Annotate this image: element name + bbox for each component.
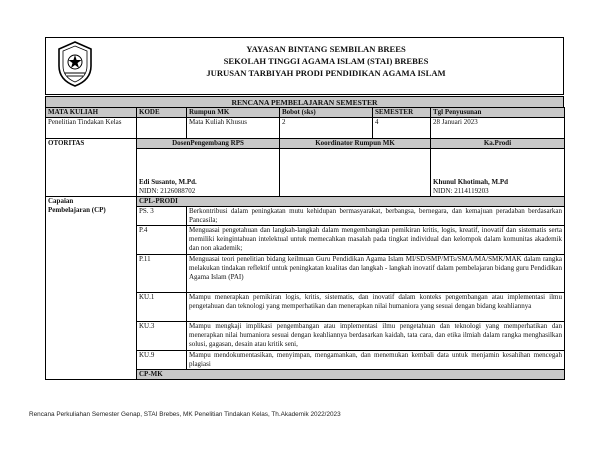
cpl-code: PS. 3 bbox=[137, 207, 187, 226]
value-semester: 4 bbox=[373, 118, 431, 139]
cp-mk-header: CP-MK bbox=[137, 370, 565, 380]
dosen-nidn: NIDN: 2126088702 bbox=[139, 187, 196, 195]
cpl-code: P.4 bbox=[137, 226, 187, 255]
value-rumpun: Mata Kuliah Khusus bbox=[187, 118, 280, 139]
institution-header bbox=[96, 43, 556, 79]
capaian-label-line1: Capaian bbox=[48, 197, 74, 205]
dosen-header: DosenPengembang RPS bbox=[137, 139, 280, 149]
dosen-name: Edi Susanto, M.Pd. bbox=[139, 178, 197, 186]
kaprodi-nidn: NIDN: 2114119203 bbox=[433, 187, 489, 195]
kaprodi-signature-cell bbox=[431, 149, 565, 197]
cpl-code: KU.1 bbox=[137, 293, 187, 322]
page-footer: Rencana Perkuliahan Semester Genap, STAI Brebes, MK Penelitian Tindakan Kelas, Th.Akademik 2022/2023 bbox=[29, 411, 341, 418]
value-tgl: 28 Januari 2023 bbox=[431, 118, 565, 139]
cpl-text: Menguasai pengetahuan dan langkah-langkah dalam mengembangkan pemikiran kritis, logis, kreatif, inovatif dan sistematis serta memiliki keingintahuan intelektual untuk memecahkan masalah pada tingkat individual dan kelompok dalam komunitas akademik dan non akademik; bbox=[187, 226, 565, 255]
cpl-text: Berkontribusi dalam peningkatan mutu kehidupan bermasyarakat, berbangsa, bernegara, dan kemajuan peradaban berdasarkan Pancasila; bbox=[187, 207, 565, 226]
koordinator-signature-cell bbox=[280, 149, 431, 197]
dosen-signature-cell bbox=[137, 149, 280, 197]
cpl-header-row bbox=[46, 197, 565, 207]
header-mata-kuliah: MATA KULIAH bbox=[46, 108, 137, 118]
cpl-prodi-header: CPL-PRODI bbox=[137, 197, 565, 207]
college-name: SEKOLAH TINGGI AGAMA ISLAM (STAI) BREBES bbox=[223, 56, 429, 66]
cpl-text: Mampu mendokumentasikan, menyimpan, mengamankan, dan menemukan kembali data untuk menjamin kesahihan mencegah plagiasi bbox=[187, 351, 565, 370]
cpl-code: KU.3 bbox=[137, 322, 187, 351]
cpl-code: KU.9 bbox=[137, 351, 187, 370]
cpl-text: Mampu mengkaji implikasi pengembangan atau implementasi ilmu pengetahuan dan teknologi yang memperhatikan dan menerapkan nilai humaniora sesuai dengan keahliannya berdasarkan kaidah, tata cara, dan etika ilmiah dalam rangka menghasilkan solusi, gagasan, desain atau kritik seni, bbox=[187, 322, 565, 351]
kaprodi-name: Khunul Khotimah, M.Pd bbox=[433, 178, 509, 186]
course-header-row bbox=[46, 108, 565, 118]
koordinator-header: Koordinator Rumpun MK bbox=[280, 139, 431, 149]
otoritas-label: OTORITAS bbox=[46, 139, 137, 197]
rps-title: RENCANA PEMBELAJARAN SEMESTER bbox=[45, 96, 564, 108]
header-bobot: Bobot (sks) bbox=[280, 108, 373, 118]
course-value-row bbox=[46, 118, 565, 139]
header-rumpun: Rumpun MK bbox=[187, 108, 280, 118]
value-bobot: 2 bbox=[280, 118, 373, 139]
header-tgl: Tgl Penyusunan bbox=[431, 108, 565, 118]
header-semester: SEMESTER bbox=[373, 108, 431, 118]
value-mata-kuliah: Penelitian Tindakan Kelas bbox=[46, 118, 137, 139]
otoritas-header-row bbox=[46, 139, 565, 149]
cpl-code: P.11 bbox=[137, 255, 187, 293]
header-kode: KODE bbox=[137, 108, 187, 118]
institution-logo-icon bbox=[55, 40, 95, 88]
capaian-label-line2: Pembelajaran (CP) bbox=[48, 206, 106, 214]
department-name: JURUSAN TARBIYAH PRODI PENDIDIKAN AGAMA ISLAM bbox=[206, 68, 446, 78]
value-kode bbox=[137, 118, 187, 139]
cpl-text: Menguasai teori penelitian bidang keilmuan Guru Pendidikan Agama Islam MI/SD/SMP/MTs/SMA/MA/SMK/MAK dalam rangka melakukan tindakan reflektif untuk peningkatan kualitas dan langkah - langkah inovatif dalam pembelajaran bidang guru Pendidikan Agama Islam (PAI) bbox=[187, 255, 565, 293]
rps-table bbox=[45, 107, 565, 380]
kaprodi-header: Ka.Prodi bbox=[431, 139, 565, 149]
capaian-label bbox=[46, 197, 137, 380]
foundation-name: YAYASAN BINTANG SEMBILAN BREES bbox=[246, 44, 406, 54]
cpl-text: Mampu menerapkan pemikiran logis, kritis, sistematis, dan inovatif dalam konteks pengembangan atau implementasi ilmu pengetahuan dan teknologi yang memperhatikan dan menerapkan nilai humaniora yang sesuai dengan bidang keahliannya bbox=[187, 293, 565, 322]
